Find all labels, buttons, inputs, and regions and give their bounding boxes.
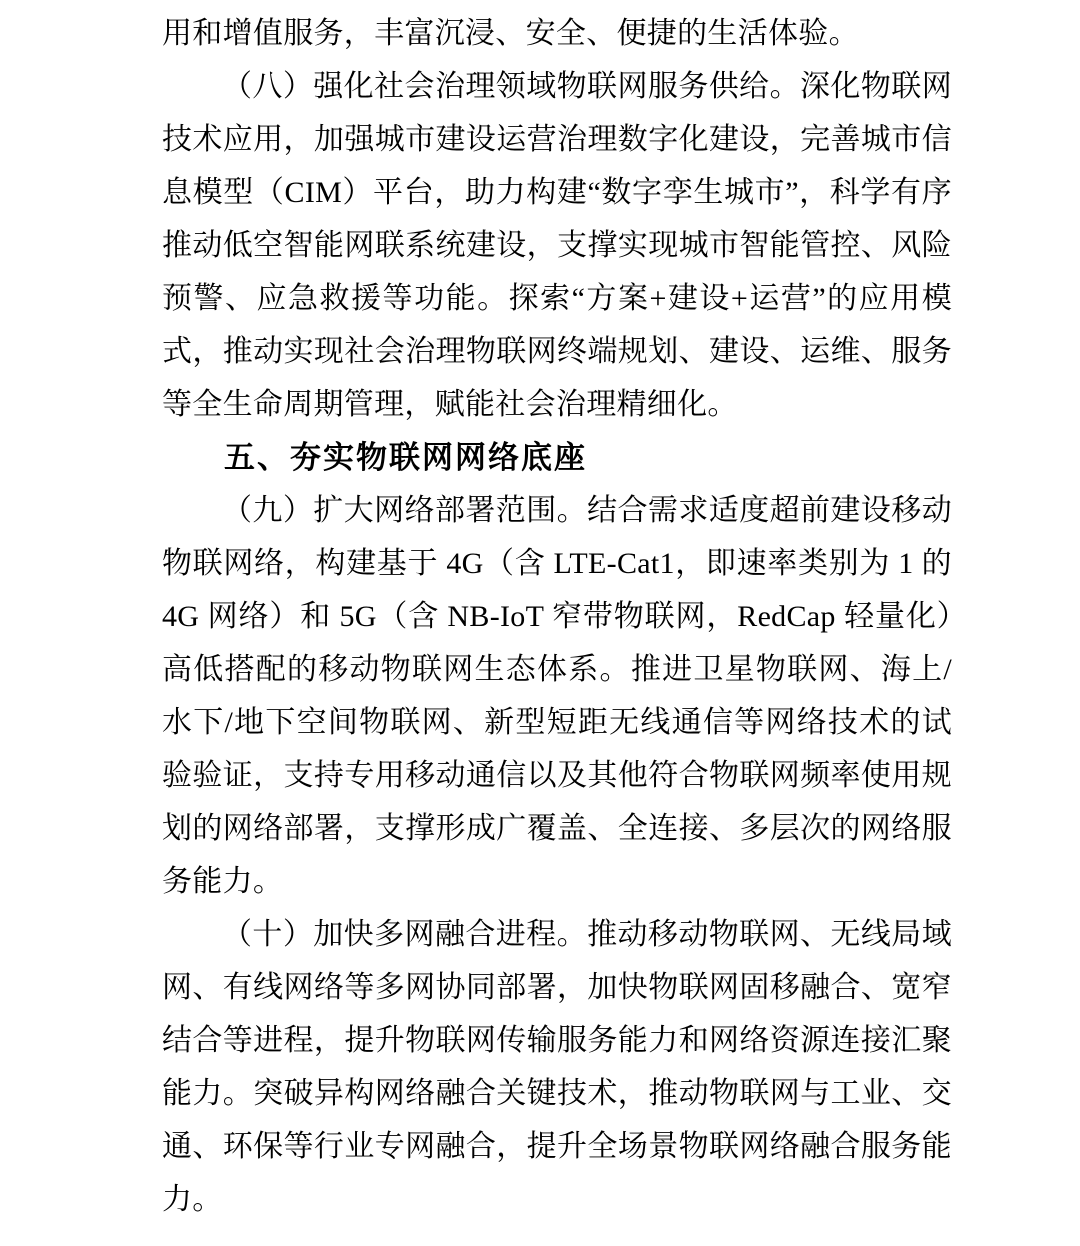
paragraph-lead: （十）加快多网融合进程。	[222, 918, 588, 951]
paragraph-item-9	[162, 484, 952, 908]
paragraph-item-8	[162, 60, 952, 431]
paragraph-continuation	[162, 7, 952, 60]
paragraph-lead: （八）强化社会治理领域物联网服务供给。	[222, 70, 801, 103]
paragraph-lead: （九）扩大网络部署范围。	[222, 494, 588, 527]
paragraph-body: 深化物联网技术应用，加强城市建设运营治理数字化建设，完善城市信息模型（CIM）平台，助力构建“数字孪生城市”，科学有序推动低空智能网联系统建设，支撑实现城市智能管控、风险预警、应急救援等功能。探索“方案+建设+运营”的应用模式，推动实现社会治理物联网终端规划、建设、运维、服务等全生命周期管理，赋能社会治理精细化。	[162, 70, 953, 421]
section-heading: 五、夯实物联网网络底座	[224, 440, 587, 475]
paragraph-item-10	[162, 908, 952, 1226]
paragraph-body: 推动移动物联网、无线局域网、有线网络等多网协同部署，加快物联网固移融合、宽窄结合等进程，提升物联网传输服务能力和网络资源连接汇聚能力。突破异构网络融合关键技术，推动物联网与工业、交通、环保等行业专网融合，提升全场景物联网络融合服务能力。	[162, 918, 952, 1216]
paragraph-text: 用和增值服务，丰富沉浸、安全、便捷的生活体验。	[162, 17, 859, 50]
paragraph-body: 结合需求适度超前建设移动物联网络，构建基于 4G（含 LTE-Cat1，即速率类别为 1 的 4G 网络）和 5G（含 NB-IoT 窄带物联网，RedCap 轻量化）高低搭配的移动物联网生态体系。推进卫星物联网、海上/水下/地下空间物联网、新型短距无线通信等网络技术的试验验证，支持专用移动通信以及其他符合物联网频率使用规划的网络部署，支撑形成广覆盖、全连接、多层次的网络服务能力。	[162, 494, 952, 898]
